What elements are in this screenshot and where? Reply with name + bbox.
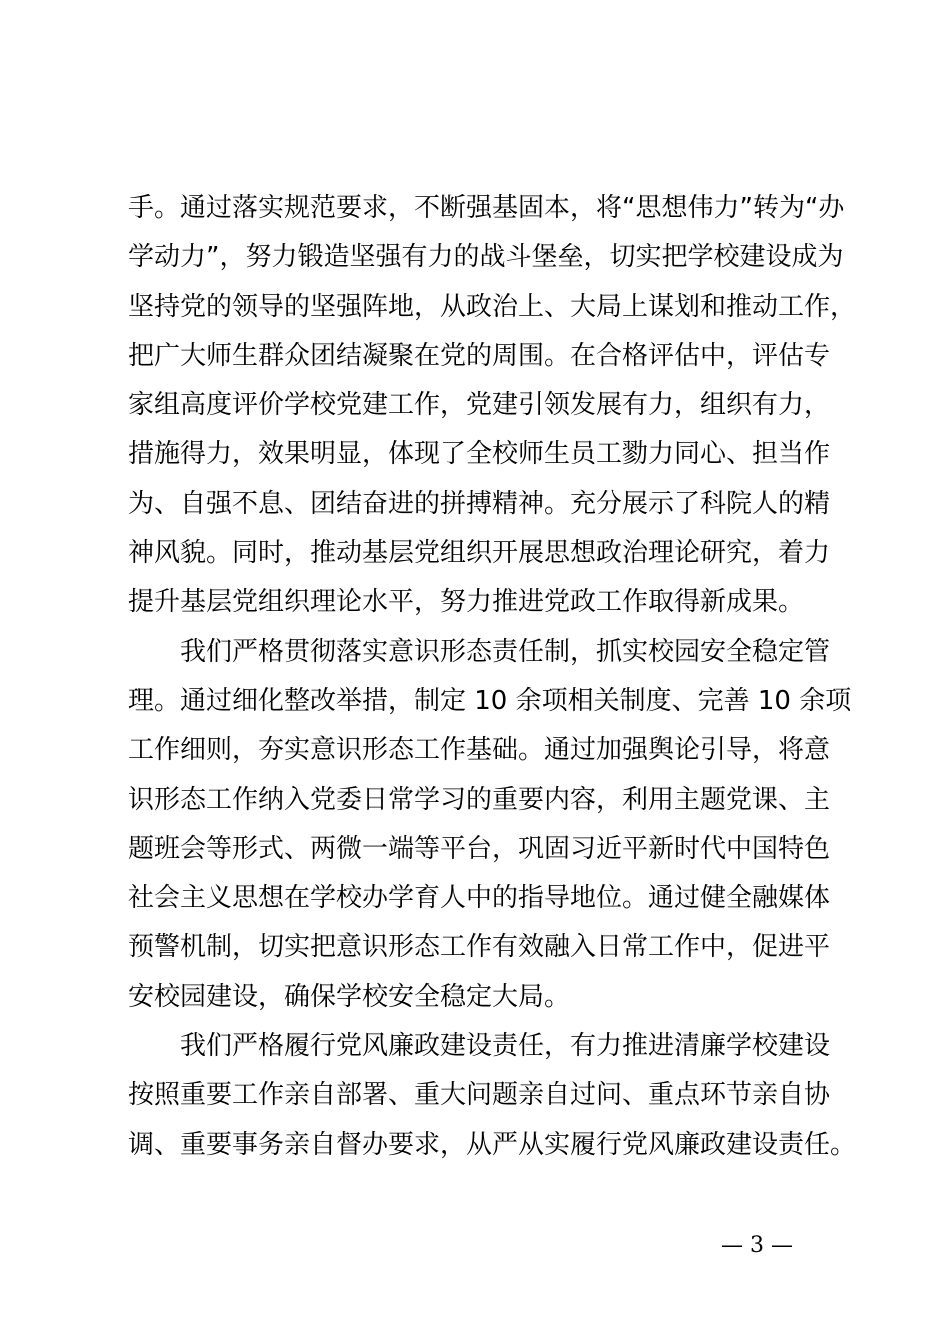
text-line: 安校园建设，确保学校安全稳定大局。 [128, 981, 571, 1012]
text-line: 社会主义思想在学校办学育人中的指导地位。通过健全融媒体 [128, 883, 831, 914]
text-line: 工作细则，夯实意识形态工作基础。通过加强舆论引导，将意 [128, 735, 831, 766]
text-line: 手。通过落实规范要求，不断强基固本，将“思想伟力”转为“办 [128, 193, 845, 223]
text-line: 预警机制，切实把意识形态工作有效融入日常工作中，促进平 [128, 932, 831, 963]
text-line: 家组高度评价学校党建工作，党建引领发展有力，组织有力， [128, 390, 831, 421]
text-line: 措施得力，效果明显，体现了全校师生员工勠力同心、担当作 [128, 439, 831, 470]
text-line: 按照重要工作亲自部署、重大问题亲自过问、重点环节亲自协 [128, 1080, 831, 1111]
page-number: — 3 — [721, 1233, 793, 1258]
text-line: 题班会等形式、两微一端等平台，巩固习近平新时代中国特色 [128, 833, 831, 864]
paragraph-start-line: 我们严格贯彻落实意识形态责任制，抓实校园安全稳定管 [128, 636, 831, 667]
text-line: 为、自强不息、团结奋进的拼搏精神。充分展示了科院人的精 [128, 488, 831, 519]
text-line: 提升基层党组织理论水平，努力推进党政工作取得新成果。 [128, 587, 805, 618]
text-line: 理。通过细化整改举措，制定 10 余项相关制度、完善 10 余项 [128, 685, 852, 716]
body-text [128, 184, 868, 1170]
text-line: 调、重要事务亲自督办要求，从严从实履行党风廉政建设责任。 [128, 1129, 857, 1160]
text-line: 神风貌。同时，推动基层党组织开展思想政治理论研究，着力 [128, 538, 831, 569]
text-line: 坚持党的领导的坚强阵地，从政治上、大局上谋划和推动工作， [128, 291, 857, 322]
text-line: 识形态工作纳入党委日常学习的重要内容，利用主题党课、主 [128, 784, 831, 815]
text-line: 把广大师生群众团结凝聚在党的周围。在合格评估中，评估专 [128, 340, 831, 371]
text-line: 学动力”，努力锻造坚强有力的战斗堡垒，切实把学校建设成为 [128, 242, 844, 273]
paragraph-start-line: 我们严格履行党风廉政建设责任，有力推进清廉学校建设 [128, 1031, 831, 1062]
